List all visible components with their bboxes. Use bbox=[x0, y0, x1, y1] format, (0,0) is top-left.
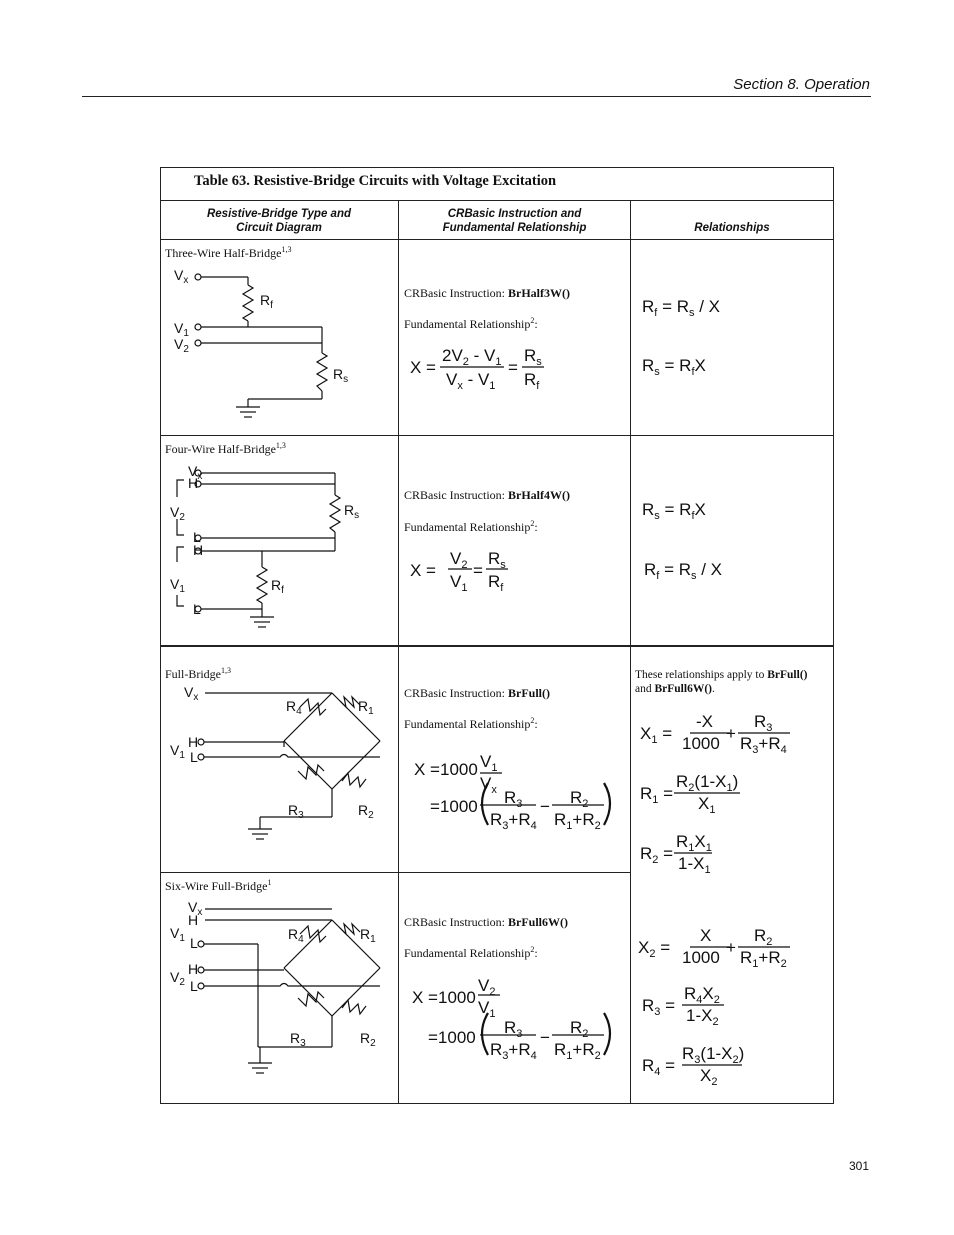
svg-text:L: L bbox=[190, 749, 198, 765]
svg-text:R1+R2: $R_1+R_2$ bbox=[554, 810, 601, 832]
page-number: 301 bbox=[848, 1159, 869, 1173]
svg-text:V1: $V_1$ bbox=[174, 320, 189, 339]
svg-text:X1 =: $X_1$ = bbox=[640, 724, 673, 746]
svg-text:R2(1-X1): $R_2(1-X_1)$ bbox=[676, 772, 739, 794]
svg-text:R1+R2: $R_1+R_2$ bbox=[554, 1040, 601, 1062]
svg-text:1000: 1000 bbox=[682, 734, 720, 753]
svg-text:V2: $V_2$ bbox=[170, 969, 185, 988]
svg-text:H: H bbox=[188, 961, 199, 977]
svg-text:V1: $V_1$ bbox=[170, 576, 185, 595]
svg-text:−: − bbox=[540, 1028, 550, 1047]
row-type-four-wire: Four-Wire Half-Bridge$^{1,3}$ bbox=[165, 441, 286, 456]
svg-text:2V2 - V1: $2V_2 - V_1$ bbox=[442, 346, 502, 368]
svg-text:Rf: $R_f$ bbox=[488, 572, 504, 594]
svg-text:Vx: $V_x$ bbox=[188, 463, 203, 482]
svg-text:R2: $R_2$ bbox=[570, 788, 589, 810]
svg-text:V1: $V_1$ bbox=[170, 925, 185, 944]
svg-text:R3+R4: $R_3+R_4$ bbox=[490, 1040, 537, 1062]
svg-text:H: H bbox=[188, 734, 199, 750]
svg-text:Vx: $V_x$ bbox=[188, 899, 203, 918]
svg-text:1000: 1000 bbox=[682, 948, 720, 967]
svg-text:=: = bbox=[508, 358, 518, 377]
svg-text:Rs: $R_s$ bbox=[333, 366, 349, 385]
instr-three-wire: CRBasic Instruction: BrHalf3W() bbox=[404, 286, 570, 300]
svg-text:Rf: $R_f$ bbox=[524, 370, 540, 392]
col-head-type: Resistive-Bridge Type and Circuit Diagram bbox=[206, 208, 351, 234]
svg-text:R1X1: $R_1X_1$ bbox=[676, 832, 712, 854]
svg-text:H: H bbox=[188, 912, 199, 928]
svg-text:Rs = RfX: $R_s = R_fX$ bbox=[642, 356, 706, 378]
svg-text:X =: X = bbox=[410, 561, 436, 580]
svg-text:X2 =: $X_2$ = bbox=[638, 938, 671, 960]
col-head-instruction: CRBasic Instruction and Fundamental Relationship bbox=[442, 208, 587, 234]
instr-full: CRBasic Instruction: BrFull() bbox=[404, 686, 550, 700]
fund-label-full: Fundamental Relationship$^2$: bbox=[404, 716, 538, 731]
svg-text:R3(1-X2): $R_3(1-X_2)$ bbox=[682, 1044, 745, 1066]
svg-text:R1: $R_1$ bbox=[358, 698, 374, 717]
svg-text:Rs: $R_s$ bbox=[344, 502, 360, 521]
svg-text:Rf: $R_f$ bbox=[271, 577, 284, 596]
svg-text:L: L bbox=[193, 529, 201, 545]
row-type-full: Full-Bridge$^{1,3}$ bbox=[165, 666, 231, 681]
svg-text:Rs: $R_s$ bbox=[524, 346, 542, 368]
fund-label-six-wire: Fundamental Relationship$^2$: bbox=[404, 945, 538, 960]
svg-text:Rf: $R_f$ bbox=[260, 292, 273, 311]
svg-text:R2: $R_2$ bbox=[570, 1018, 589, 1040]
equations-and-circuits bbox=[160, 167, 834, 1104]
row-type-six-wire: Six-Wire Full-Bridge$^1$ bbox=[165, 878, 272, 893]
svg-text:X =1000: X =1000 bbox=[414, 760, 478, 779]
svg-text:Rs = RfX: $R_s = R_fX$ bbox=[642, 500, 706, 522]
svg-text:R3: $R_3$ bbox=[504, 788, 523, 810]
svg-text:=: = bbox=[473, 561, 483, 580]
table-title: Table 63. Resistive-Bridge Circuits with Voltage Excitation bbox=[194, 173, 557, 189]
svg-text:L: L bbox=[190, 935, 198, 951]
svg-text:X: X bbox=[700, 926, 712, 945]
svg-text:Rs: $R_s$ bbox=[488, 549, 506, 571]
svg-text:R1: $R_1$ bbox=[360, 926, 376, 945]
svg-text:V1: $V_1$ bbox=[480, 752, 498, 774]
svg-text:R3: $R_3$ bbox=[290, 1030, 306, 1049]
svg-text:X =: X = bbox=[410, 358, 436, 377]
svg-text:Vx: $V_x$ bbox=[480, 774, 497, 796]
svg-text:1-X2: $1-X_2$ bbox=[686, 1006, 719, 1028]
svg-text:Rf = Rs / X: $R_f = R_s / X$ bbox=[642, 297, 721, 319]
svg-text:X =1000: X =1000 bbox=[412, 988, 476, 1007]
svg-text:Vx: $V_x$ bbox=[184, 684, 199, 703]
svg-text:X2: $X_2$ bbox=[700, 1066, 718, 1088]
svg-text:R3: $R_3$ bbox=[504, 1018, 523, 1040]
svg-text:+: + bbox=[726, 724, 736, 743]
svg-text:L: L bbox=[190, 978, 198, 994]
resistive-bridge-table bbox=[160, 167, 834, 1104]
header-rule bbox=[82, 96, 871, 97]
svg-text:L: L bbox=[193, 601, 201, 617]
svg-text:R1+R2: $R_1+R_2$ bbox=[740, 948, 787, 970]
svg-text:H: H bbox=[193, 542, 204, 558]
svg-text:V1: $V_1$ bbox=[170, 742, 185, 761]
full-bridge-note: These relationships apply to BrFull() and BrFull6W(). bbox=[635, 669, 808, 695]
svg-text:Rf = Rs / X: $R_f = R_s / X$ bbox=[644, 560, 723, 582]
svg-text:H: H bbox=[188, 475, 199, 491]
instr-six-wire: CRBasic Instruction: BrFull6W() bbox=[404, 915, 568, 929]
col-head-relationships: Relationships bbox=[694, 222, 770, 234]
svg-text:V2: $V_2$ bbox=[170, 504, 185, 523]
svg-text:+: + bbox=[726, 938, 736, 957]
fund-label-four-wire: Fundamental Relationship$^2$: bbox=[404, 519, 538, 534]
svg-text:R3: $R_3$ bbox=[754, 712, 773, 734]
svg-text:R2: $R_2$ bbox=[754, 926, 773, 948]
svg-text:-X: -X bbox=[696, 712, 713, 731]
svg-text:R3+R4: $R_3+R_4$ bbox=[740, 734, 787, 756]
svg-text:R2: $R_2$ bbox=[360, 1030, 376, 1049]
svg-text:V2: $V_2$ bbox=[174, 336, 189, 355]
svg-text:=1000: =1000 bbox=[430, 797, 478, 816]
svg-text:V1: $V_1$ bbox=[450, 572, 468, 594]
svg-text:R3 =: $R_3$ = bbox=[642, 996, 676, 1018]
instr-four-wire: CRBasic Instruction: BrHalf4W() bbox=[404, 488, 570, 502]
section-header: Section 8. Operation bbox=[733, 76, 870, 93]
svg-text:R4: $R_4$ bbox=[286, 698, 302, 717]
svg-text:=1000: =1000 bbox=[428, 1028, 476, 1047]
svg-text:R1 =: $R_1$ = bbox=[640, 784, 674, 806]
svg-text:V2: $V_2$ bbox=[450, 549, 468, 571]
svg-text:Vx - V1: $V_x - V_1$ bbox=[446, 370, 496, 392]
svg-text:R4: $R_4$ bbox=[288, 926, 304, 945]
svg-text:X1: $X_1$ bbox=[698, 794, 716, 816]
svg-text:−: − bbox=[540, 797, 550, 816]
svg-text:R2: $R_2$ bbox=[358, 802, 374, 821]
svg-text:R2 =: $R_2$ = bbox=[640, 844, 674, 866]
svg-text:Vx: $V_x$ bbox=[174, 267, 189, 286]
svg-text:R4 =: $R_4$ = bbox=[642, 1056, 676, 1078]
row-type-three-wire: Three-Wire Half-Bridge$^{1,3}$ bbox=[165, 245, 292, 260]
fund-label-three-wire: Fundamental Relationship$^2$: bbox=[404, 316, 538, 331]
svg-text:R4X2: $R_4X_2$ bbox=[684, 984, 720, 1006]
svg-text:1-X1: $1-X_1$ bbox=[678, 854, 711, 876]
svg-text:R3: $R_3$ bbox=[288, 802, 304, 821]
svg-text:R3+R4: $R_3+R_4$ bbox=[490, 810, 537, 832]
svg-text:V2: $V_2$ bbox=[478, 976, 496, 998]
svg-text:V1: $V_1$ bbox=[478, 998, 496, 1020]
